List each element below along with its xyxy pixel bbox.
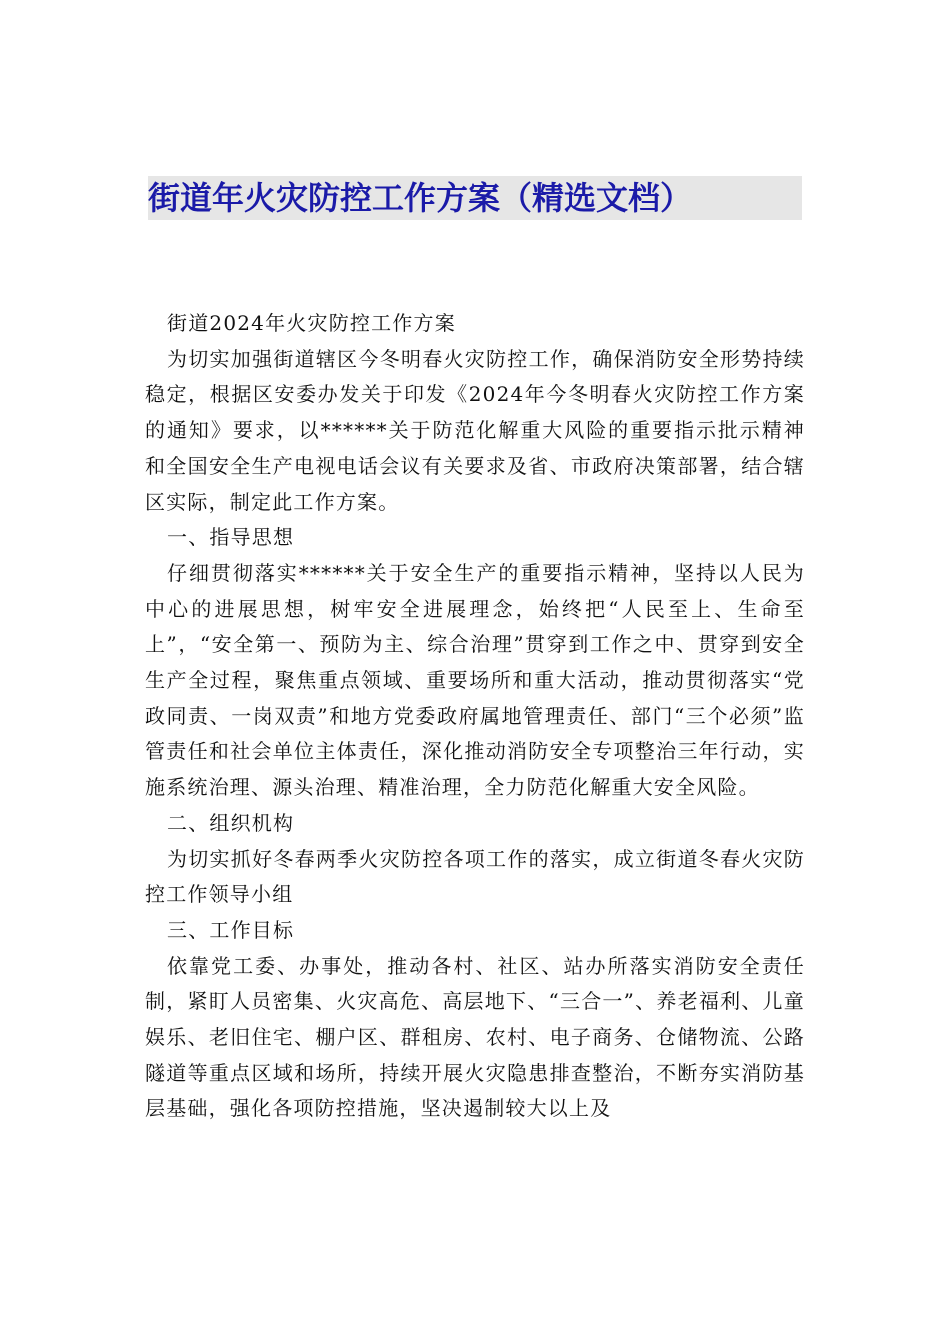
- paragraph-work-goals: 依靠党工委、办事处，推动各村、社区、站办所落实消防安全责任制，紧盯人员密集、火灾高危、高层地下、“三合一”、养老福利、儿童娱乐、老旧住宅、棚户区、群租房、农村、电子商务、仓储物流、公路隧道等重点区域和场所，持续开展火灾隐患排查整治，不断夯实消防基层基础，强化各项防控措施，坚决遏制较大以上及: [145, 953, 805, 1121]
- paragraph-subtitle: 街道2024年火灾防控工作方案: [167, 311, 456, 335]
- title-highlight: [148, 176, 802, 220]
- document-title: 街道年火灾防控工作方案（精选文档）: [148, 179, 693, 217]
- paragraph-intro: 为切实加强街道辖区今冬明春火灾防控工作，确保消防安全形势持续稳定，根据区安委办发关于印发《2024年今冬明春火灾防控工作方案的通知》要求，以******关于防范化解重大风险的重要指示批示精神和全国安全生产电视电话会议有关要求及省、市政府决策部署，结合辖区实际，制定此工作方案。: [145, 346, 805, 514]
- section-heading-organization: 二、组织机构: [167, 810, 295, 835]
- section-heading-guiding-thought: 一、指导思想: [167, 525, 295, 550]
- section-heading-work-goals: 三、工作目标: [167, 917, 295, 942]
- paragraph-organization: 为切实抓好冬春两季火灾防控各项工作的落实，成立街道冬春火灾防控工作领导小组: [145, 846, 805, 907]
- document-body: [145, 306, 805, 1127]
- paragraph-guiding-thought: 仔细贯彻落实******关于安全生产的重要指示精神，坚持以人民为中心的进展思想，树牢安全进展理念，始终把“人民至上、生命至上”，“安全第一、预防为主、综合治理”贯穿到工作之中、贯穿到安全生产全过程，聚焦重点领域、重要场所和重大活动，推动贯彻落实“党政同责、一岗双责”和地方党委政府属地管理责任、部门“三个必须”监管责任和社会单位主体责任，深化推动消防安全专项整治三年行动，实施系统治理、源头治理、精准治理，全力防范化解重大安全风险。: [145, 560, 805, 800]
